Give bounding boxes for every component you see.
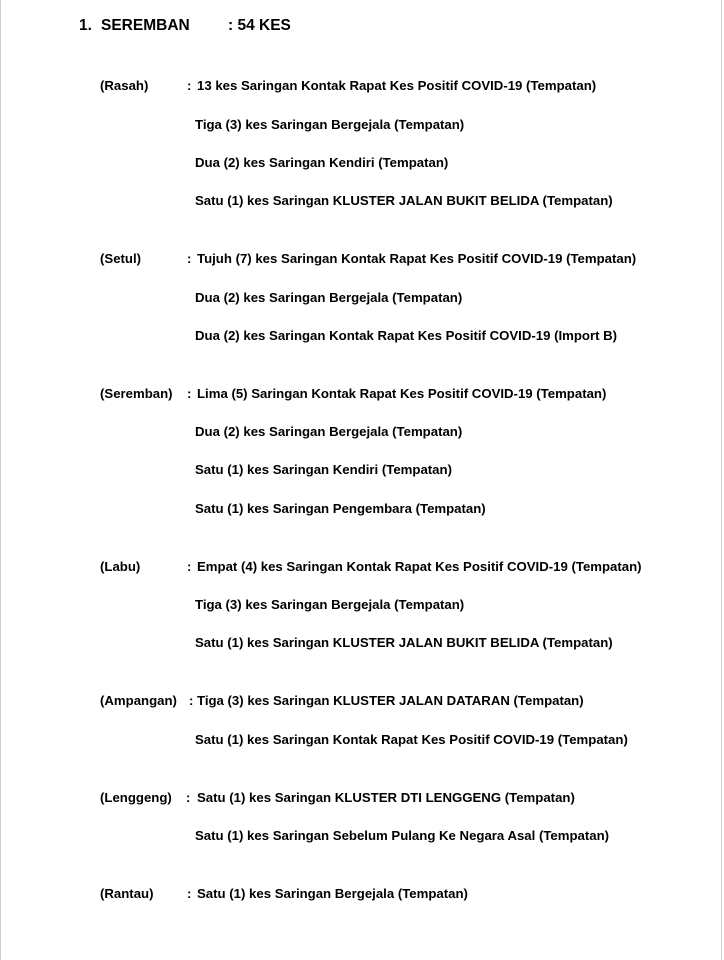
area-label: (Rasah) xyxy=(100,78,149,93)
district-name: SEREMBAN xyxy=(101,17,190,34)
area-label: (Seremban) xyxy=(100,386,173,401)
heading-number: 1. xyxy=(79,17,92,34)
colon-separator: : xyxy=(187,78,192,93)
case-line: Lima (5) Saringan Kontak Rapat Kes Positif COVID-19 (Tempatan) xyxy=(197,386,607,401)
area-label: (Ampangan) xyxy=(100,693,177,708)
case-line: Tujuh (7) kes Saringan Kontak Rapat Kes Positif COVID-19 (Tempatan) xyxy=(197,251,637,266)
area-label: (Lenggeng) xyxy=(100,790,172,805)
case-line: Satu (1) kes Saringan KLUSTER JALAN BUKIT BELIDA (Tempatan) xyxy=(195,635,613,650)
colon-separator: : xyxy=(187,386,192,401)
area-label: (Setul) xyxy=(100,251,142,266)
area-label: (Labu) xyxy=(100,559,141,574)
case-line: Satu (1) kes Saringan Sebelum Pulang Ke Negara Asal (Tempatan) xyxy=(195,828,610,843)
case-line: Empat (4) kes Saringan Kontak Rapat Kes Positif COVID-19 (Tempatan) xyxy=(197,559,642,574)
case-line: Dua (2) kes Saringan Kontak Rapat Kes Positif COVID-19 (Import B) xyxy=(195,328,618,343)
colon-separator: : xyxy=(187,251,192,266)
case-line: Satu (1) kes Saringan Kontak Rapat Kes Positif COVID-19 (Tempatan) xyxy=(195,732,628,747)
case-line: Dua (2) kes Saringan Bergejala (Tempatan) xyxy=(195,290,463,305)
case-line: Satu (1) kes Saringan KLUSTER DTI LENGGENG (Tempatan) xyxy=(197,790,575,805)
case-line: 13 kes Saringan Kontak Rapat Kes Positif COVID-19 (Tempatan) xyxy=(197,78,597,93)
case-line: Tiga (3) kes Saringan KLUSTER JALAN DATARAN (Tempatan) xyxy=(197,693,584,708)
case-line: Dua (2) kes Saringan Kendiri (Tempatan) xyxy=(195,155,449,170)
colon-separator: : xyxy=(187,559,192,574)
case-line: Tiga (3) kes Saringan Bergejala (Tempatan) xyxy=(195,117,465,132)
case-line: Satu (1) kes Saringan Kendiri (Tempatan) xyxy=(195,462,452,477)
case-line: Satu (1) kes Saringan Pengembara (Tempatan) xyxy=(195,501,486,516)
case-line: Dua (2) kes Saringan Bergejala (Tempatan) xyxy=(195,424,463,439)
area-label: (Rantau) xyxy=(100,886,154,901)
case-line: Satu (1) kes Saringan KLUSTER JALAN BUKIT BELIDA (Tempatan) xyxy=(195,193,613,208)
case-count: : 54 KES xyxy=(228,17,291,34)
case-line: Satu (1) kes Saringan Bergejala (Tempatan) xyxy=(197,886,468,901)
colon-separator: : xyxy=(189,693,194,708)
colon-separator: : xyxy=(187,886,192,901)
colon-separator: : xyxy=(186,790,191,805)
case-line: Tiga (3) kes Saringan Bergejala (Tempatan) xyxy=(195,597,465,612)
